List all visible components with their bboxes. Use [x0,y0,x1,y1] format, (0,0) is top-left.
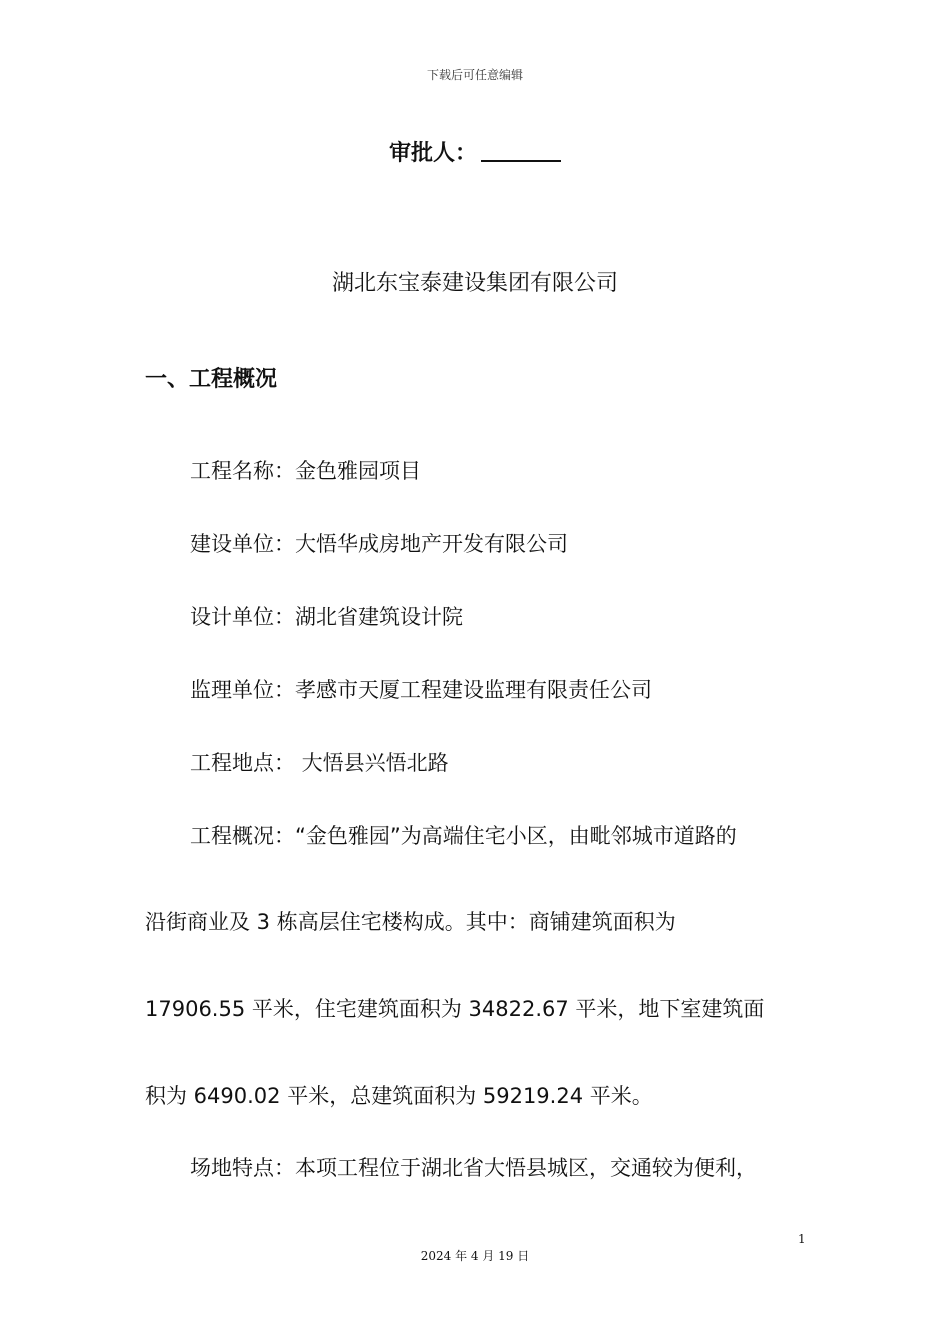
approver-line [0,136,950,167]
section-title: 一、工程概况 [145,367,278,392]
company-name: 湖北东宝泰建设集团有限公司 [331,271,618,296]
field-value: 孝感市天厦工程建设监理有限责任公司 [295,678,652,702]
field-label: 建设单位： [190,532,295,556]
header-note: 下载后可任意编辑 [426,68,523,82]
overview-line-2: 沿街商业及 3 栋高层住宅楼构成。其中：商铺建筑面积为 [145,910,676,934]
approver-label: 审批人： [388,141,477,166]
overview-line-1: 工程概况：“金色雅园”为高端住宅小区，由毗邻城市道路的 [190,824,737,848]
field-value: 湖北省建筑设计院 [295,605,463,629]
field-label: 监理单位： [190,678,295,702]
field-supervision-unit [190,674,652,704]
field-value: 大悟华成房地产开发有限公司 [295,532,568,556]
approver-signature-blank [481,138,561,162]
page-number: 1 [798,1232,806,1246]
overview-line-4: 积为 6490.02 平米，总建筑面积为 59219.24 平米。 [145,1084,653,1108]
site-line-1: 场地特点：本项工程位于湖北省大悟县城区，交通较为便利， [190,1156,757,1180]
field-construction-unit [190,528,568,558]
field-label: 工程地点： [190,751,295,775]
field-value: 金色雅园项目 [295,459,421,483]
footer-date: 2024 年 4 月 19 日 [420,1249,530,1263]
field-value: 大悟县兴悟北路 [295,751,449,775]
field-project-name [190,455,421,485]
overview-line-3: 17906.55 平米，住宅建筑面积为 34822.67 平米，地下室建筑面 [145,997,765,1021]
field-project-location [190,747,449,777]
field-label: 设计单位： [190,605,295,629]
field-design-unit [190,601,463,631]
field-label: 工程名称： [190,459,295,483]
